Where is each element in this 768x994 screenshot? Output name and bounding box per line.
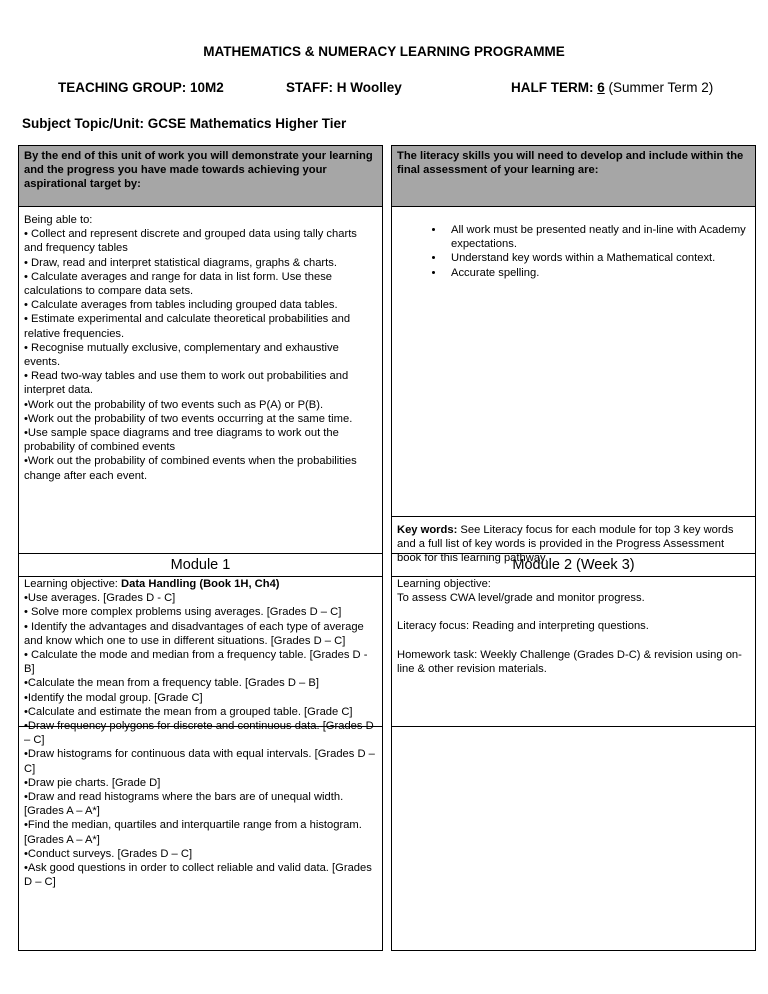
module1-item: •Draw frequency polygons for discrete and continuous data. [Grades D – C]	[24, 720, 374, 747]
outcome-item: •Work out the probability of two events occurring at the same time.	[24, 412, 353, 425]
literacy-bullet: • All work must be presented neatly and in-line with Academy expectations.	[445, 223, 750, 251]
module1-item: •Calculate and estimate the mean from a grouped table. [Grade C]	[24, 705, 353, 718]
module1-item: •Draw pie charts. [Grade D]	[24, 776, 161, 789]
module1-title: Module 1	[19, 554, 383, 577]
literacy-bullets	[397, 223, 750, 280]
literacy-skills-cell	[392, 207, 756, 517]
literacy-bullet: • Understand key words within a Mathematical context.	[445, 251, 750, 265]
module2-literacy-focus: Literacy focus: Reading and interpreting questions.	[397, 620, 649, 633]
outcome-item: •Work out the probability of two events such as P(A) or P(B).	[24, 398, 324, 411]
outcome-item: • Estimate experimental and calculate theoretical probabilities and relative frequencies.	[24, 313, 351, 340]
half-term-number: 6	[597, 80, 605, 95]
module1-objective	[24, 577, 377, 591]
module1-objective-topic: Data Handling (Book 1H, Ch4)	[121, 578, 280, 590]
half-term-note: (Summer Term 2)	[604, 80, 714, 95]
module1-item: •Draw histograms for continuous data with equal intervals. [Grades D – C]	[24, 748, 375, 775]
outcomes-intro: Being able to:	[24, 214, 93, 226]
half-term-label: HALF TERM:	[511, 80, 598, 95]
page-title: MATHEMATICS & NUMERACY LEARNING PROGRAMME	[203, 44, 565, 59]
module2-body	[392, 577, 756, 951]
module1-item: •Use averages. [Grades D - C]	[24, 592, 176, 605]
module2-objective-label: Learning objective:	[397, 578, 491, 590]
outcome-item: • Read two-way tables and use them to work out probabilities and interpret data.	[24, 370, 349, 397]
keywords-text: See Literacy focus for each module for top 3 key words and a full list of key words is provided in the Progress Assessment book for this learning pathway.	[397, 524, 734, 565]
half-term	[511, 80, 713, 95]
module1-item: •Find the median, quartiles and interquartile range from a histogram. [Grades A – A*]	[24, 819, 362, 846]
outcome-item: •Work out the probability of combined events when the probabilities change after each event.	[24, 455, 357, 482]
outcome-item: • Calculate averages and range for data in list form. Use these calculations to compare data sets.	[24, 270, 333, 298]
teaching-group: TEACHING GROUP: 10M2	[58, 80, 224, 95]
module1-item: • Identify the advantages and disadvantages of each type of average and know which one to use in different situations. [Grades D – C]	[24, 620, 364, 647]
outcome-item: • Calculate averages from tables including grouped data tables.	[24, 299, 338, 312]
staff: STAFF: H Woolley	[286, 80, 402, 95]
module1-item: •Calculate the mean from a frequency table. [Grades D – B]	[24, 677, 319, 690]
outcome-item: • Recognise mutually exclusive, complementary and exhaustive events.	[24, 341, 339, 369]
subject-topic: Subject Topic/Unit: GCSE Mathematics Higher Tier	[22, 116, 347, 131]
outcome-item: • Collect and represent discrete and grouped data using tally charts and frequency tables	[24, 228, 357, 255]
module1-objective-label: Learning objective:	[24, 578, 122, 590]
module1-item: • Solve more complex problems using averages. [Grades D – C]	[24, 606, 342, 619]
keywords-label: Key words:	[397, 524, 458, 536]
literacy-heading: The literacy skills you will need to develop and include within the final assessment of your learning are:	[392, 146, 756, 207]
module1-item: •Draw and read histograms where the bars are of unequal width. [Grades A – A*]	[24, 791, 344, 818]
module1-item: • Calculate the mode and median from a frequency table. [Grades D - B]	[24, 649, 368, 676]
module1-item: •Conduct surveys. [Grades D – C]	[24, 847, 193, 860]
outcomes-heading: By the end of this unit of work you will demonstrate your learning and the progress you have made towards achieving your aspirational target by:	[19, 146, 383, 207]
literacy-bullet: • Accurate spelling.	[445, 266, 750, 280]
module2-homework: Homework task: Weekly Challenge (Grades D-C) & revision using on-line & other revision materials.	[397, 648, 742, 675]
outcome-item: •Use sample space diagrams and tree diagrams to work out the probability of combined events	[24, 427, 339, 454]
module1-item: •Ask good questions in order to collect reliable and valid data. [Grades D – C]	[24, 862, 372, 889]
outcome-item: • Draw, read and interpret statistical diagrams, graphs & charts.	[24, 256, 337, 269]
module2-objective-text: To assess CWA level/grade and monitor progress.	[397, 592, 645, 605]
module1-body	[19, 577, 383, 951]
modules-table	[18, 553, 756, 951]
module1-item: •Identify the modal group. [Grade C]	[24, 691, 203, 704]
outcomes-list	[24, 227, 377, 483]
module2-title: Module 2 (Week 3)	[392, 554, 756, 577]
